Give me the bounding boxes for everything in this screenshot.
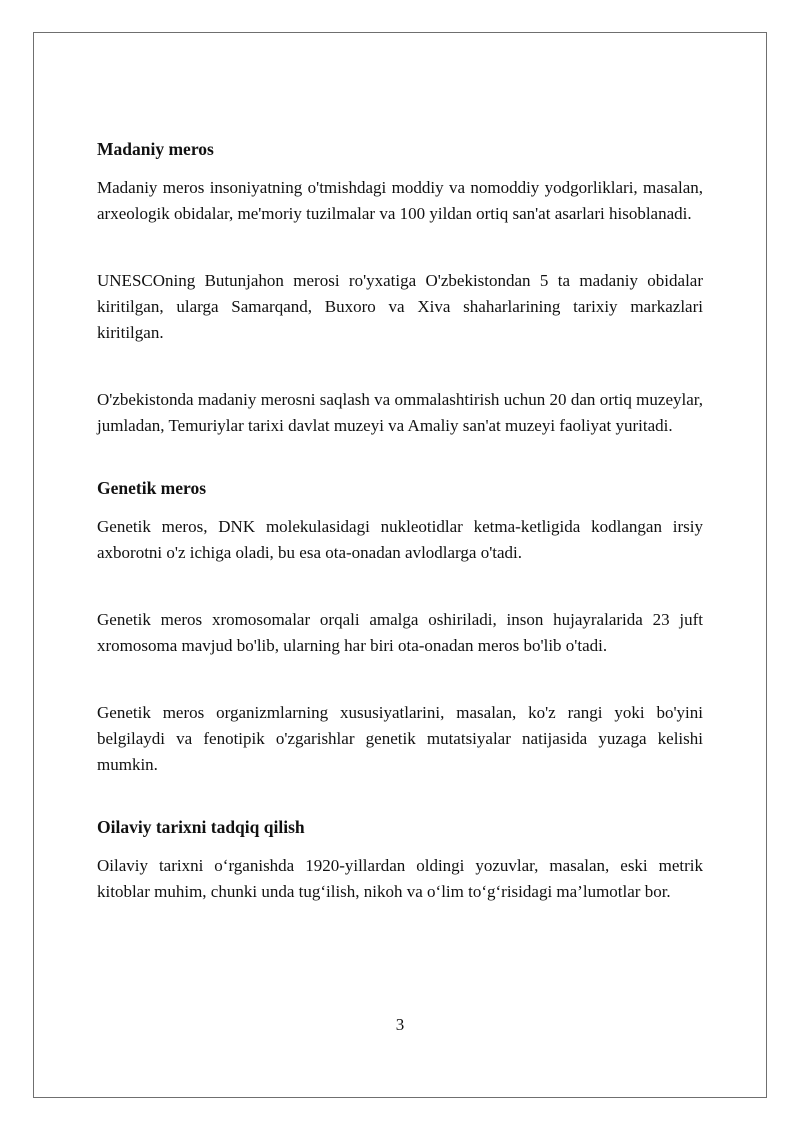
paragraph: Oilaviy tarixni o‘rganishda 1920-yillardan oldingi yozuvlar, masalan, eski metrik kitoblar muhim, chunki unda tug‘ilish, nikoh va o‘lim to‘g‘risidagi ma’lumotlar bor. [97,856,703,901]
section-heading: Genetik meros [97,478,207,498]
document-body [97,137,703,905]
section-madaniy-meros [97,137,703,439]
section-heading: Oilaviy tarixni tadqiq qilish [97,817,305,837]
page-number: 3 [395,1015,405,1034]
paragraph: Genetik meros, DNK molekulasidagi nukleotidlar ketma-ketligida kodlangan irsiy axborotni o'z ichiga oladi, bu esa ota-onadan avlodlarga o'tadi. [97,517,703,562]
paragraph: Genetik meros xromosomalar orqali amalga oshiriladi, inson hujayralarida 23 juft xromosoma mavjud bo'lib, ularning har biri ota-onadan meros bo'lib o'tadi. [97,610,703,655]
section-oilaviy-tarix [97,815,703,905]
paragraph: Madaniy meros insoniyatning o'tmishdagi moddiy va nomoddiy yodgorliklari, masalan, arxeologik obidalar, me'moriy tuzilmalar va 100 yildan ortiq san'at asarlari hisoblanadi. [97,178,703,223]
section-genetik-meros [97,476,703,778]
paragraph: Genetik meros organizmlarning xususiyatlarini, masalan, ko'z rangi yoki bo'yini belgilaydi va fenotipik o'zgarishlar genetik mutatsiyalar natijasida yuzaga kelishi mumkin. [97,703,703,774]
paragraph: UNESCOning Butunjahon merosi ro'yxatiga O'zbekistondan 5 ta madaniy obidalar kiritilgan, ularga Samarqand, Buxoro va Xiva shaharlarining tarixiy markazlari kiritilgan. [97,271,703,342]
section-heading: Madaniy meros [97,139,214,159]
paragraph: O'zbekistonda madaniy merosni saqlash va ommalashtirish uchun 20 dan ortiq muzeylar, jumladan, Temuriylar tarixi davlat muzeyi va Amaliy san'at muzeyi faoliyat yuritadi. [97,390,703,435]
